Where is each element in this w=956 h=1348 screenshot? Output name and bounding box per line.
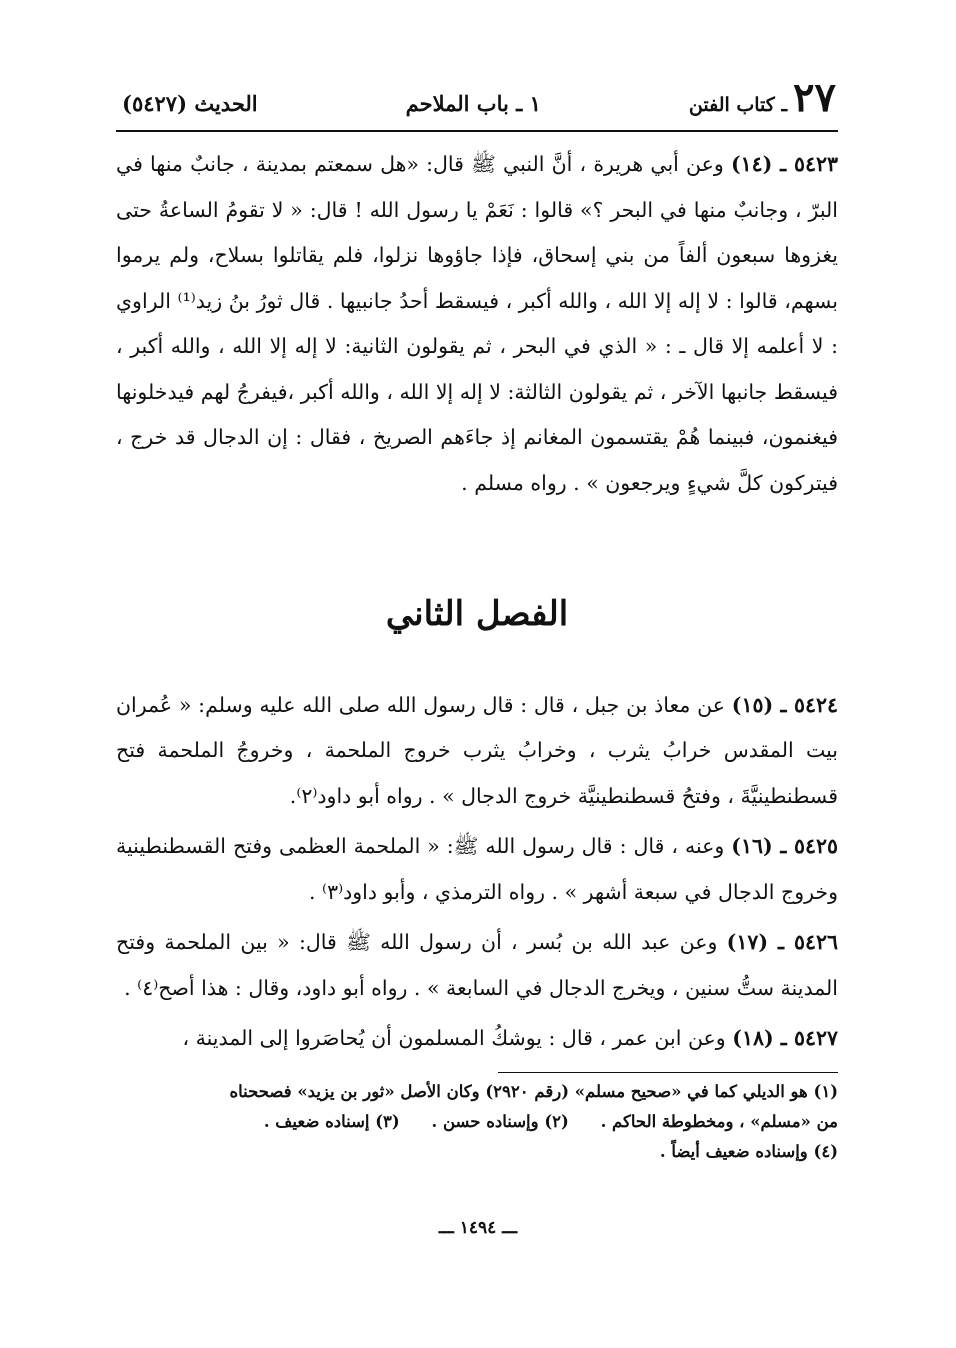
hadith-number: ٥٤٢٦ ـ (١٧): [726, 930, 838, 955]
footnote-divider: [498, 1072, 838, 1073]
hadith-number: ٥٤٢٤ ـ (١٥): [731, 692, 838, 717]
chapter-heading: الفصل الثاني: [385, 594, 569, 634]
hadith-5425: [116, 824, 838, 915]
hadith-text: وعن ابن عمر ، قال : يوشكُ المسلمون أن يُحاصَروا إلى المدينة ،: [182, 1026, 726, 1051]
footnote-1-line-1: (١) هو الديلي كما في «صحيح مسلم» (رقم ٢٩٢٠) وكان الأصل «ثور بن يزيد» فصححناه: [229, 1081, 838, 1101]
section-title: ١ ـ باب الملاحم: [405, 91, 541, 116]
hadith-text: عن معاذ بن جبل ، قال : قال رسول الله صلى الله عليه وسلم: « عُمران بيت المقدس خرابُ يثرب ، وخرابُ يثرب خروج الملحمة ، وخروجُ الملحمة فتح قسطنطينيَّةَ ، وفتحُ قسطنطينيَّة خروج الدجال » . رواه أبو داود⁽٢⁾.: [116, 692, 838, 808]
footnote-4: (٤) وإسناده ضعيف أيضاً .: [659, 1141, 838, 1161]
hadith-number: ٥٤٢٧ ـ (١٨): [732, 1026, 838, 1051]
chapter-label: [688, 74, 836, 121]
body-text: [116, 142, 838, 1167]
chapter-number: ٢٧: [793, 74, 836, 121]
hadith-text: وعن أبي هريرة ، أنَّ النبي ﷺ قال: «هل سمعتم بمدينة ، جانبٌ منها في البرّ ، وجانبٌ منها في البحر ؟» قالوا : نَعَمْ يا رسول الله ! قال: « لا تقومُ الساعةُ حتى يغزوها سبعون ألفاً من بني إسحاق، فإذا جاؤوها نزلوا، فلم يقاتلوا بسلاح، ولم يرموا بسهم، قالوا : لا إله إلا الله ، والله أكبر ، فيسقط أحدُ جانبيها . قال ثورُ بنُ زيد⁽¹⁾ الراوي : لا أعلمه إلا قال ـ : « الذي في البحر ، ثم يقولون الثانية: لا إله إلا الله ، والله أكبر ، فيسقط جانبها الآخر ، ثم يقولون الثالثة: لا إله إلا الله ، والله أكبر ،فيفرجُ لهم فيدخلونها فيغنمون، فبينما هُمْ يقتسمون المغانم إذ جاءَهم الصريخ ، فقال : إن الدجال قد خرج ، فيتركون كلَّ شيءٍ ويرجعون » . رواه مسلم .: [116, 152, 838, 495]
running-header: [116, 74, 838, 132]
hadith-range: الحديث (٥٤٢٧): [122, 91, 258, 116]
hadith-5424: [116, 683, 838, 820]
chapter-title: ـ كتاب الفتن: [688, 94, 788, 116]
hadith-text: وعن عبد الله بن بُسر ، أن رسول الله ﷺ قال: « بين الملحمة وفتح المدينة ستُّ سنين ، ويخرج الدجال في السابعة » . رواه أبو داود، وقال : هذا أصح⁽٤⁾ .: [116, 930, 838, 1000]
footnotes: [116, 1077, 838, 1167]
footnote-1-line-2: من «مسلم» ، ومخطوطة الحاكم .: [600, 1111, 838, 1131]
footnote-row: [116, 1107, 838, 1137]
footnote-2: (٢) وإسناده حسن .: [431, 1111, 569, 1131]
hadith-text: وعنه ، قال : قال رسول الله ﷺ: « الملحمة العظمى وفتح القسطنطينية وخروج الدجال في سبعة أشهر » . رواه الترمذي ، وأبو داود⁽٣⁾ .: [116, 834, 838, 904]
hadith-number: ٥٤٢٥ ـ (١٦): [731, 834, 838, 859]
hadith-5423: [116, 142, 838, 506]
page-number: ـــ ١٤٩٤ ـــ: [438, 1218, 518, 1238]
footnote-3: (٣) إسناده ضعيف .: [263, 1111, 400, 1131]
hadith-number: ٥٤٢٣ ـ (١٤): [730, 152, 838, 176]
hadith-5426: [116, 920, 838, 1011]
hadith-5427: [116, 1016, 838, 1062]
